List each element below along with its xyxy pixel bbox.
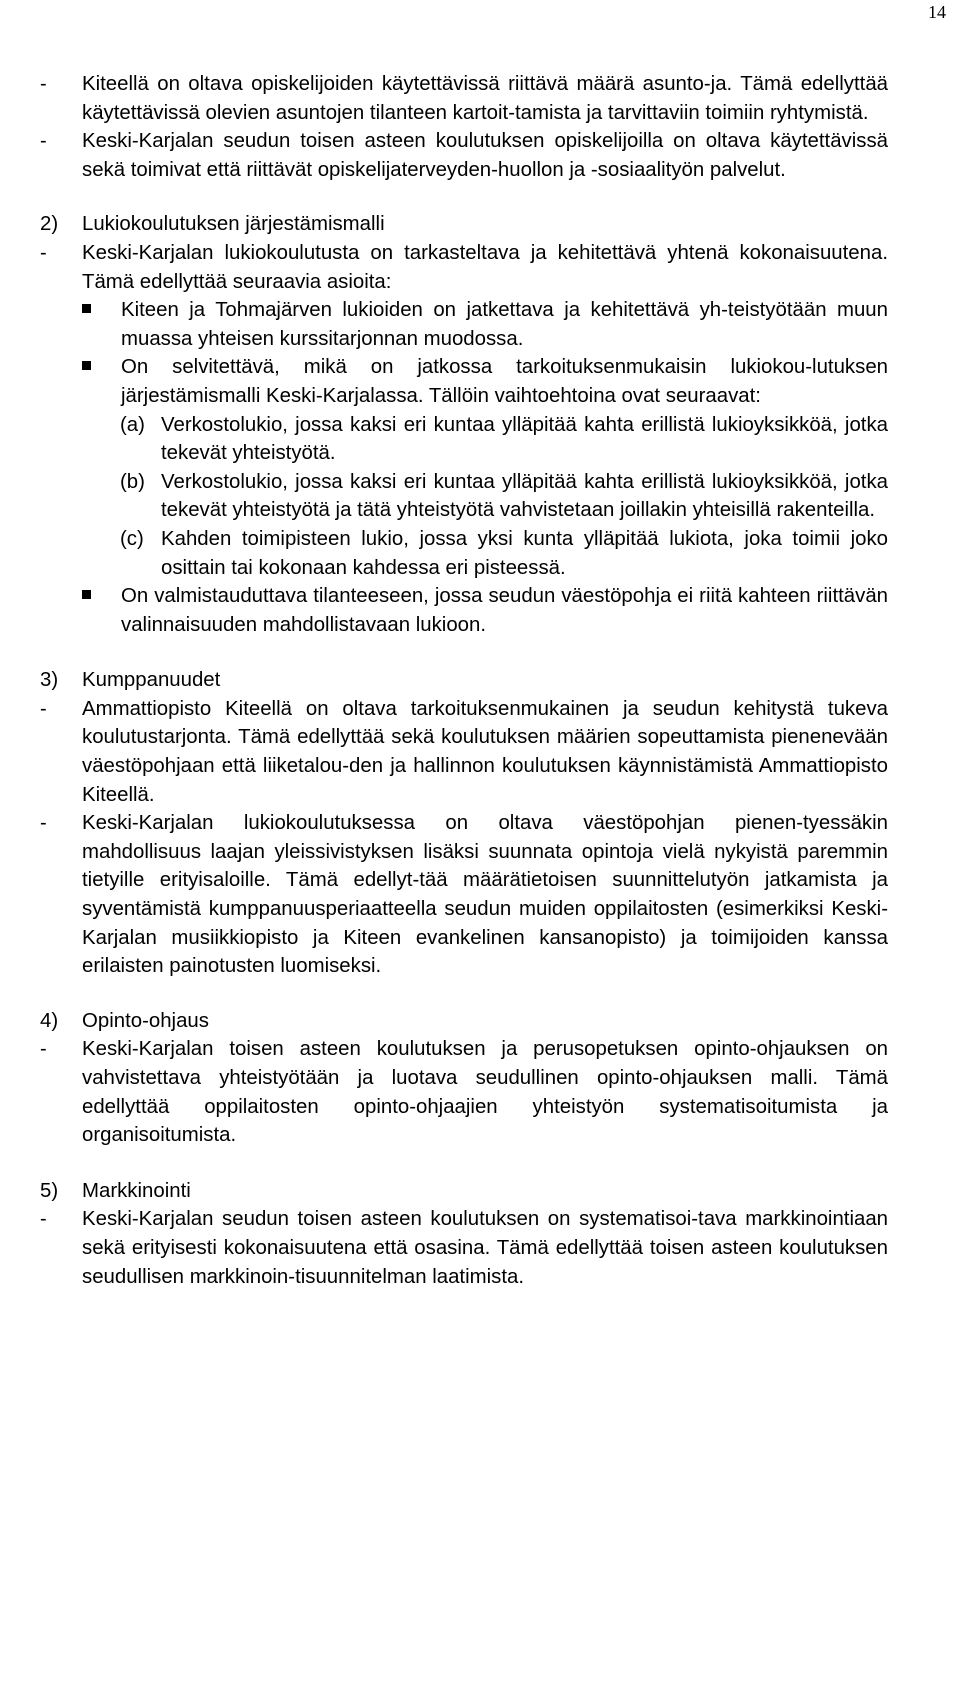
section-4-heading — [40, 1007, 888, 1036]
section-3-dash-item-2 — [40, 809, 888, 981]
section-3-dash-text-1: Ammattiopisto Kiteellä on oltava tarkoituksenmukainen ja seudun kehitystä tukeva koulutustarjonta. Tämä edellyttää sekä koulutuksen määrien sopeuttamista pienenevään väestöpohjaan että liiketalou-den ja hallinnon koulutuksen käynnistämistä Ammattiopisto Kiteellä. — [82, 697, 888, 806]
intro-text-2: Keski-Karjalan seudun toisen asteen koulutuksen opiskelijoilla on oltava käytettävissä sekä toimivat että riittävät opiskelijaterveyden-huollon ja -sosiaalityön palvelut. — [82, 130, 888, 181]
dash-marker: - — [40, 1208, 47, 1231]
section-3-dash-text-2: Keski-Karjalan lukiokoulutuksessa on oltava väestöpohjan pienen-tyessäkin mahdollisuus laajan yleissivistyksen lisäksi suunnata opintoja vielä nykyistä paremmin tietyille erityisaloille. Tämä edellyt-tää määrätietoisen suunnittelutyön jatkamista ja syventämistä kumppanuusperiaatteella seudun muiden oppilaitosten (esimerkiksi Keski-Karjalan musiikkiopisto ja Kiteen evankelinen kansanopisto) ja toimijoiden kanssa erilaisten painotusten luomiseksi. — [82, 812, 888, 978]
section-3-dash-item-1 — [40, 695, 888, 809]
section-4-dash-text: Keski-Karjalan toisen asteen koulutuksen ja perusopetuksen opinto-ohjauksen on vahvistettava yhteistyötään ja luotava seudullinen opinto-ohjauksen malli. Tämä edellyttää oppilaitosten opinto-ohjaajien yhteistyön systematisoitumista ja organisoitumista. — [82, 1038, 888, 1147]
intro-text-1: Kiteellä on oltava opiskelijoiden käytettävissä riittävä määrä asunto-ja. Tämä edellyttää käytettävissä olevien asuntojen tilanteen kartoit-tamista ja tarvittaviin toimiin ryhtymistä. — [82, 73, 888, 124]
section-5-heading — [40, 1177, 888, 1206]
section-4-number: 4) — [40, 1009, 59, 1032]
section-5-dash-text: Keski-Karjalan seudun toisen asteen koulutuksen on systematisoi-tava markkinointiaan sekä erityisesti kokonaisuutena että osasina. Tämä edellyttää toisen asteen koulutuksen seudullisen markkinoin-tisuunnitelman laatimista. — [82, 1208, 888, 1288]
option-c-label: (c) — [120, 527, 144, 550]
section-4-title: Opinto-ohjaus — [82, 1009, 209, 1032]
dash-marker: - — [40, 241, 47, 264]
intro-item-2 — [40, 127, 888, 184]
option-a-label: (a) — [120, 413, 145, 436]
option-b-text: Verkostolukio, jossa kaksi eri kuntaa ylläpitää kahta erillistä lukioyksikköä, jotka tekevät yhteistyötä ja tätä yhteistyötä vahvistetaan joillakin yhteisillä rakenteilla. — [161, 470, 888, 522]
section-2-heading — [40, 210, 888, 239]
section-2-bullet-3 — [40, 582, 888, 639]
square-bullet-icon — [82, 304, 91, 313]
option-c-text: Kahden toimipisteen lukio, jossa yksi kunta ylläpitää lukiota, joka toimii joko osittain tai kokonaan kahdessa eri pisteessä. — [161, 527, 888, 579]
section-5-dash-item — [40, 1205, 888, 1291]
option-a-text: Verkostolukio, jossa kaksi eri kuntaa ylläpitää kahta erillistä lukioyksikköä, jotka tekevät yhteistyötä. — [161, 413, 888, 465]
section-4-dash-item — [40, 1035, 888, 1149]
section-2-bullet-1 — [40, 296, 888, 353]
section-3-number: 3) — [40, 669, 59, 692]
section-2-bullet-text-1: Kiteen ja Tohmajärven lukioiden on jatkettava ja kehitettävä yh-teistyötään muun muassa yhteisen kurssitarjonnan muodossa. — [121, 299, 888, 350]
section-2-dash-text: Keski-Karjalan lukiokoulutusta on tarkasteltava ja kehitettävä yhtenä kokonaisuutena. Tämä edellyttää seuraavia asioita: — [82, 241, 888, 293]
intro-item-1 — [40, 70, 888, 127]
section-5-title: Markkinointi — [82, 1179, 191, 1202]
section-2-dash-item — [40, 239, 888, 296]
section-3-heading — [40, 666, 888, 695]
section-2-title: Lukiokoulutuksen järjestämismalli — [82, 213, 385, 236]
section-2-number: 2) — [40, 213, 59, 236]
section-3-title: Kumppanuudet — [82, 669, 221, 692]
square-bullet-icon — [82, 590, 91, 599]
page-number: 14 — [928, 2, 946, 22]
option-b-label: (b) — [120, 470, 145, 493]
section-5-number: 5) — [40, 1179, 59, 1202]
option-c — [40, 525, 888, 582]
section-2-bullet-2 — [40, 353, 888, 410]
dash-marker: - — [40, 1038, 47, 1061]
section-2-bullet-text-2: On selvitettävä, mikä on jatkossa tarkoituksenmukaisin lukiokou-lutuksen järjestämismalli Keski-Karjalassa. Tällöin vaihtoehtoina ovat seuraavat: — [121, 356, 888, 407]
dash-marker: - — [40, 697, 47, 720]
section-2-bullet-text-3: On valmistauduttava tilanteeseen, jossa seudun väestöpohja ei riitä kahteen riittävän valinnaisuuden mahdollistavaan lukioon. — [121, 585, 888, 636]
option-b — [40, 468, 888, 525]
document-body — [40, 70, 888, 1291]
dash-marker: - — [40, 812, 47, 835]
dash-marker: - — [40, 73, 47, 95]
dash-marker: - — [40, 130, 47, 153]
square-bullet-icon — [82, 361, 91, 370]
option-a — [40, 411, 888, 468]
